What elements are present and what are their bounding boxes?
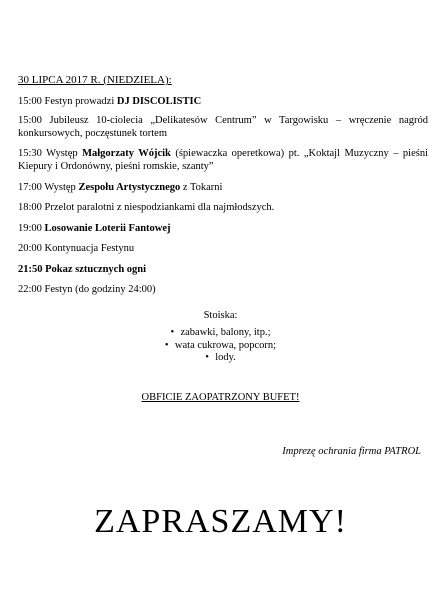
entry-time: 22:00	[18, 284, 42, 295]
buffet-notice: OBFICIE ZAOPATRZONY BUFET!	[141, 392, 300, 403]
stalls-title: Stoiska:	[203, 310, 238, 321]
entry-highlight: Zespołu Artystycznego	[78, 181, 181, 193]
bullet-icon: •	[170, 327, 175, 338]
entry-text: Występ	[41, 147, 83, 159]
entry-time: 19:00	[18, 222, 42, 234]
stall-label: zabawki, balony, itp.;	[180, 327, 271, 338]
stall-item	[0, 340, 441, 353]
entry-text-after: z Tokarni	[180, 181, 223, 193]
security-note: Imprezę ochrania firma PATROL	[282, 446, 421, 457]
entry-text: Kontynuacja Festynu	[41, 243, 135, 254]
schedule-entry	[18, 283, 428, 297]
entry-highlight: DJ DISCOLISTIC	[116, 96, 202, 107]
entry-highlight: Pokaz sztucznych ogni	[45, 263, 147, 275]
invitation-heading: ZAPRASZAMY!	[94, 503, 347, 540]
entry-time: 15:00	[18, 96, 42, 107]
bullet-icon: •	[164, 339, 169, 351]
stalls-list	[0, 327, 441, 365]
stall-item	[0, 352, 441, 365]
schedule-entry	[18, 222, 428, 236]
entry-text: Festyn prowadzi	[41, 96, 117, 107]
schedule-entry	[18, 263, 428, 277]
entry-text: Występ	[41, 181, 79, 193]
entry-time: 21:50	[18, 263, 43, 275]
schedule-entry	[18, 114, 428, 141]
schedule-entry	[18, 147, 428, 174]
entry-time: 18:00	[18, 202, 42, 213]
entry-time: 20:00	[18, 243, 42, 254]
entry-text: Jubileusz 10-ciolecia „Delikatesów Centrum” w Targowisku – wręczenie nagród konkursowych, poczęstunek tortem	[18, 114, 428, 139]
entry-time: 15:00	[18, 114, 42, 126]
entry-text: Przelot paralotni z niespodziankami dla najmłodszych.	[41, 202, 275, 213]
schedule-entry	[18, 242, 428, 256]
schedule-entry	[18, 181, 428, 195]
stall-label: wata cukrowa, popcorn;	[174, 339, 277, 351]
schedule-list	[18, 95, 428, 297]
date-heading: 30 LIPCA 2017 R. (NIEDZIELA):	[18, 74, 172, 86]
schedule-entry	[18, 201, 428, 215]
entry-text: Festyn (do godziny 24:00)	[41, 284, 156, 295]
entry-time: 15:30	[18, 147, 42, 159]
entry-highlight: Losowanie Loterii Fantowej	[44, 222, 171, 234]
entry-text-after: (śpiewaczka operetkowa) pt. „Koktajl Muzyczny – pieśni Kiepury i Ordonówny, pieśni romskie, szanty”	[18, 147, 428, 172]
bullet-icon: •	[205, 352, 209, 363]
entry-time: 17:00	[18, 181, 42, 193]
stall-label: lody.	[215, 352, 236, 363]
stall-item	[0, 327, 441, 340]
entry-highlight: Małgorzaty Wójcik	[82, 147, 171, 159]
schedule-entry	[18, 95, 428, 109]
